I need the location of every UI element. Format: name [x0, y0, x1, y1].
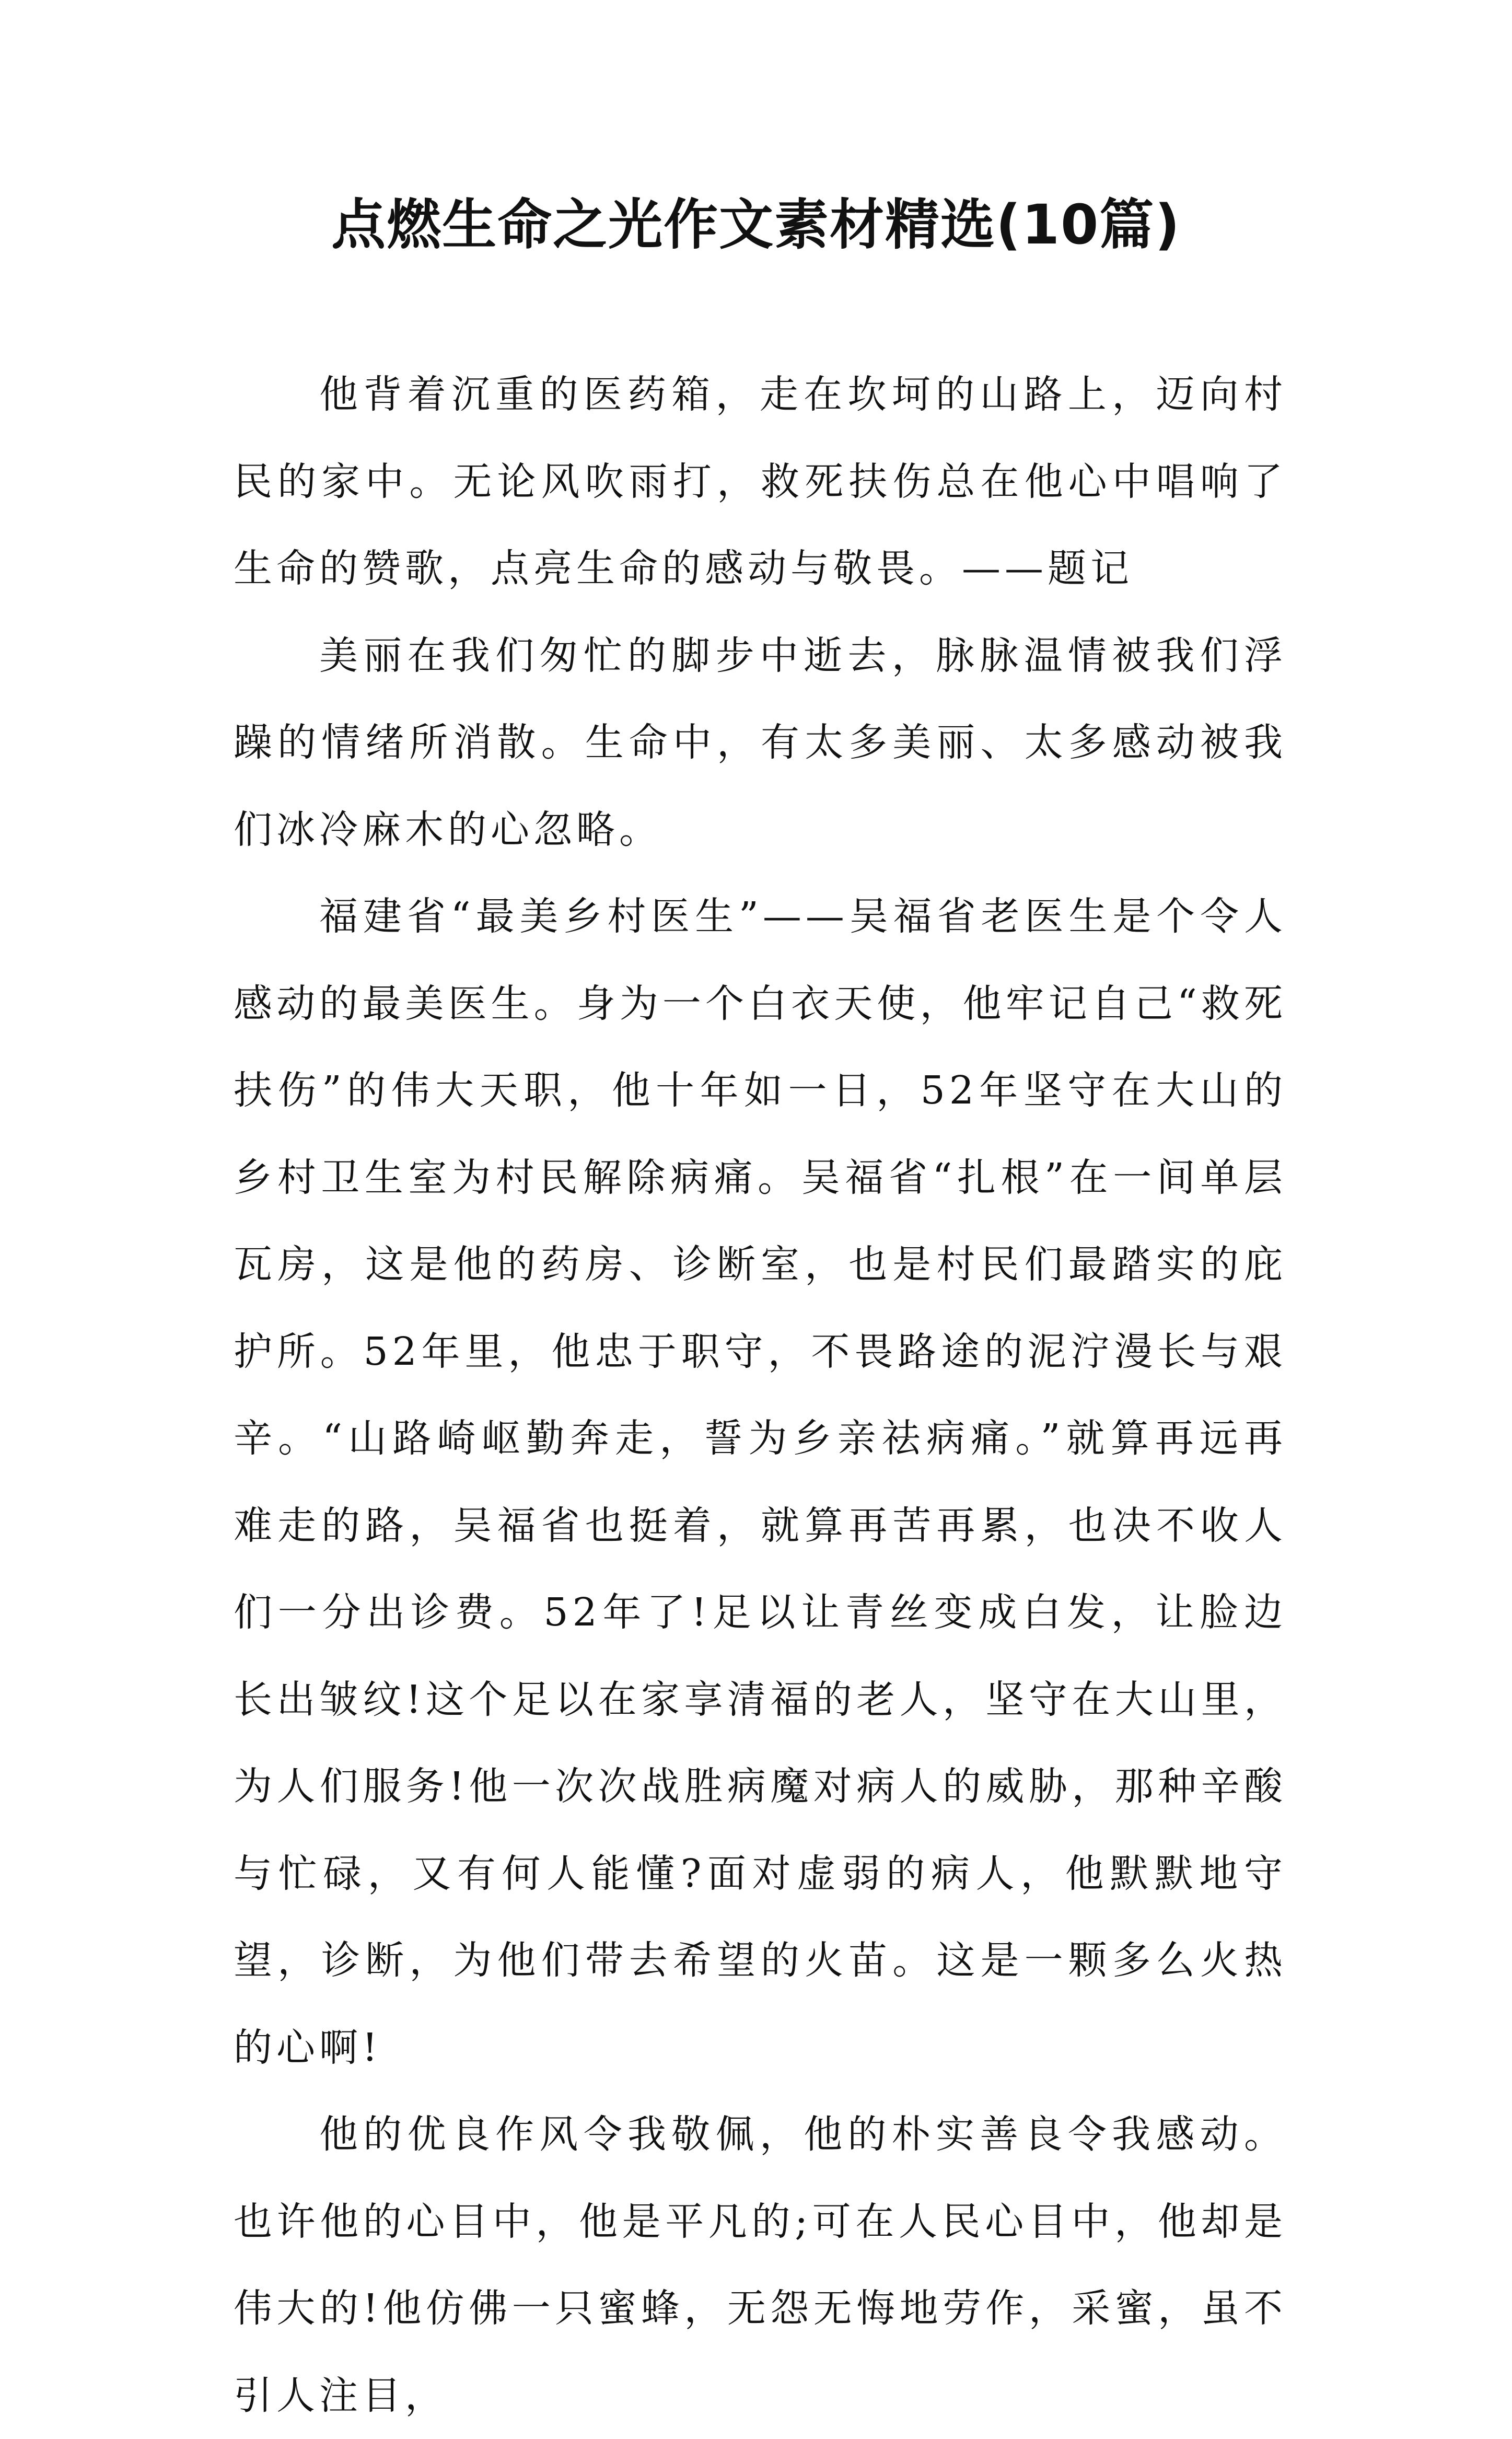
page-title: 点燃生命之光作文素材精选(10篇) [331, 193, 1181, 257]
paragraph-intro: 美丽在我们匆忙的脚步中逝去，脉脉温情被我们浮躁的情绪所消散。生命中，有太多美丽、太多感动被我们冰冷麻木的心忽略。 [234, 633, 1287, 852]
paragraph-doctor-story: 福建省“最美乡村医生”——吴福省老医生是个令人感动的最美医生。身为一个白衣天使，他牢记自己“救死扶伤”的伟大天职，他十年如一日，52年坚守在大山的乡村卫生室为村民解除病痛。吴福省“扎根”在一间单层瓦房，这是他的药房、诊断室，也是村民们最踏实的庇护所。52年里，他忠于职守，不畏路途的泥泞漫长与艰辛。“山路崎岖勤奔走，誓为乡亲祛病痛。”就算再远再难走的路，吴福省也挺着，就算再苦再累，也决不收人们一分出诊费。52年了!足以让青丝变成白发，让脸边长出皱纹!这个足以在家享清福的老人，坚守在大山里，为人们服务!他一次次战胜病魔对病人的威胁，那种辛酸与忙碌，又有何人能懂?面对虚弱的病人，他默默地守望，诊断，为他们带去希望的火苗。这是一颗多么火热的心啊! [234, 894, 1287, 2070]
paragraph-reflection: 他的优良作风令我敬佩，他的朴实善良令我感动。也许他的心目中，他是平凡的;可在人民心目中，他却是伟大的!他仿佛一只蜜蜂，无怨无悔地劳作，采蜜，虽不引人注目， [234, 2112, 1287, 2418]
paragraph-epigraph: 他背着沉重的医药箱，走在坎坷的山路上，迈向村民的家中。无论风吹雨打，救死扶伤总在他心中唱响了生命的赞歌，点亮生命的感动与敬畏。——题记 [234, 372, 1287, 591]
article-body [234, 351, 1287, 2439]
